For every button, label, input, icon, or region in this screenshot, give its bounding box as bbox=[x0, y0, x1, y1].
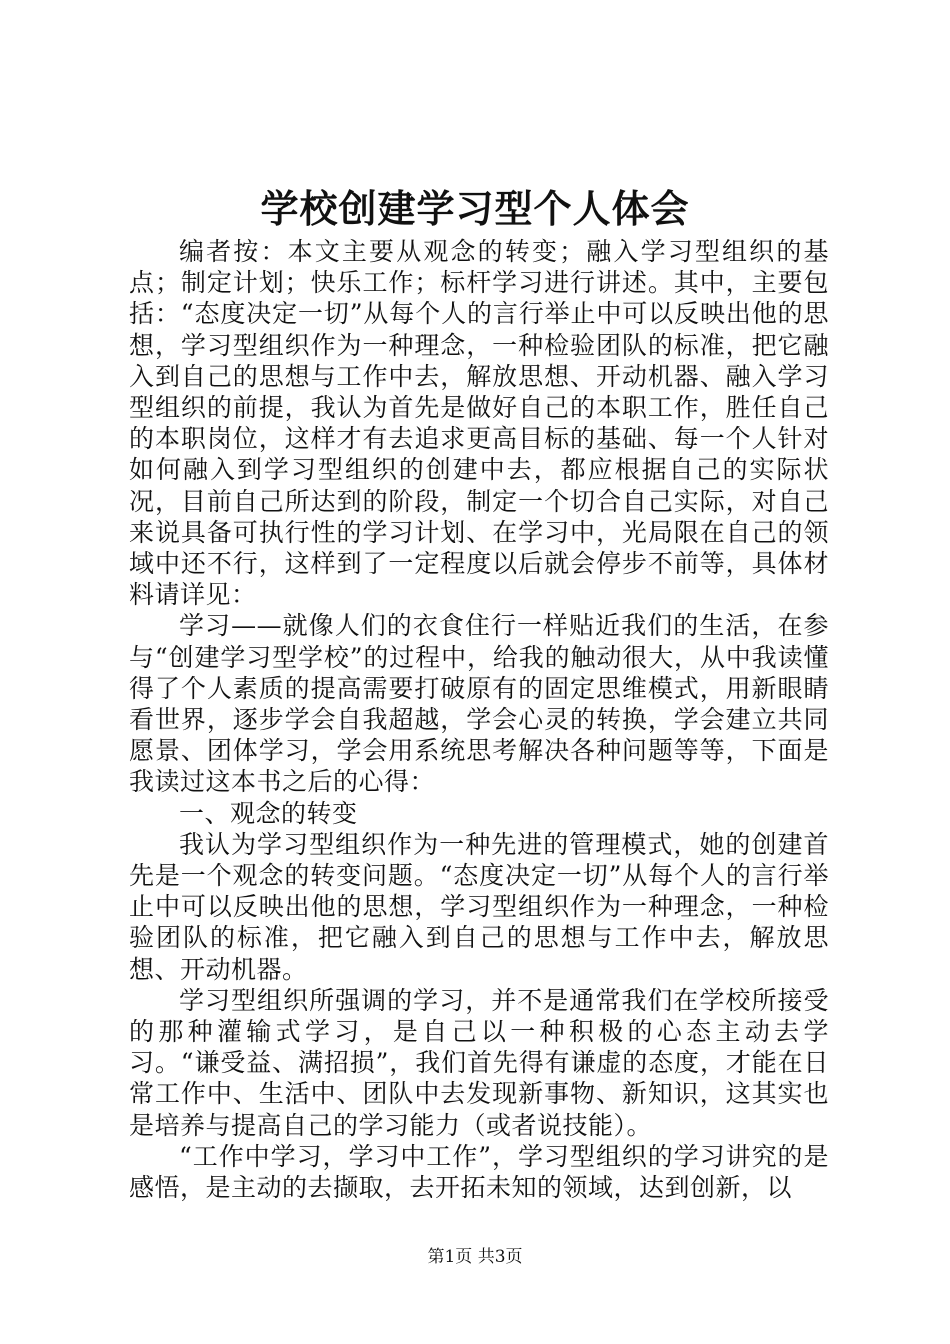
paragraph-editor-note: 编者按：本文主要从观念的转变；融入学习型组织的基点；制定计划；快乐工作；标杆学习进行讲述。其中，主要包括：“态度决定一切”从每个人的言行举止中可以反映出他的思想，学习型组织作为一种理念，一种检验团队的标准，把它融入到自己的思想与工作中去，解放思想、开动机器、融入学习型组织的前提，我认为首先是做好自己的本职工作，胜任自己的本职岗位，这样才有去追求更高目标的基础、每一个人针对如何融入到学习型组织的创建中去，都应根据自己的实际状况，目前自己所达到的阶段，制定一个切合自己实际，对自己来说具备可执行性的学习计划、在学习中，光局限在自己的领域中还不行，这样到了一定程度以后就会停步不前等，具体材料请详见： bbox=[129, 237, 829, 610]
paragraph-concept-change: 我认为学习型组织作为一种先进的管理模式，她的创建首先是一个观念的转变问题。“态度决定一切”从每个人的言行举止中可以反映出他的思想，学习型组织作为一种理念，一种检验团队的标准，把它融入到自己的思想与工作中去，解放思想、开动机器。 bbox=[129, 829, 829, 984]
paragraph-work-learning: “工作中学习，学习中工作”，学习型组织的学习讲究的是感悟，是主动的去撷取，去开拓未知的领域，达到创新，以 bbox=[129, 1141, 829, 1203]
document-body bbox=[129, 236, 829, 1203]
section-heading-concept-change: 一、观念的转变 bbox=[179, 798, 358, 828]
page-footer: 第1页 共3页 bbox=[427, 1247, 523, 1267]
paragraph-learning-attitude: 学习型组织所强调的学习，并不是通常我们在学校所接受的那种灌输式学习，是自己以一种积极的心态主动去学习。“谦受益、满招损”，我们首先得有谦虚的态度，才能在日常工作中、生活中、团队中去发现新事物、新知识，这其实也是培养与提高自己的学习能力（或者说技能）。 bbox=[129, 985, 829, 1140]
document-title: 学校创建学习型个人体会 bbox=[260, 186, 690, 231]
paragraph-intro: 学习——就像人们的衣食住行一样贴近我们的生活，在参与“创建学习型学校”的过程中，给我的触动很大，从中我读懂得了个人素质的提高需要打破原有的固定思维模式，用新眼睛看世界，逐步学会自我超越，学会心灵的转换，学会建立共同愿景、团体学习，学会用系统思考解决各种问题等等，下面是我读过这本书之后的心得： bbox=[129, 611, 829, 797]
